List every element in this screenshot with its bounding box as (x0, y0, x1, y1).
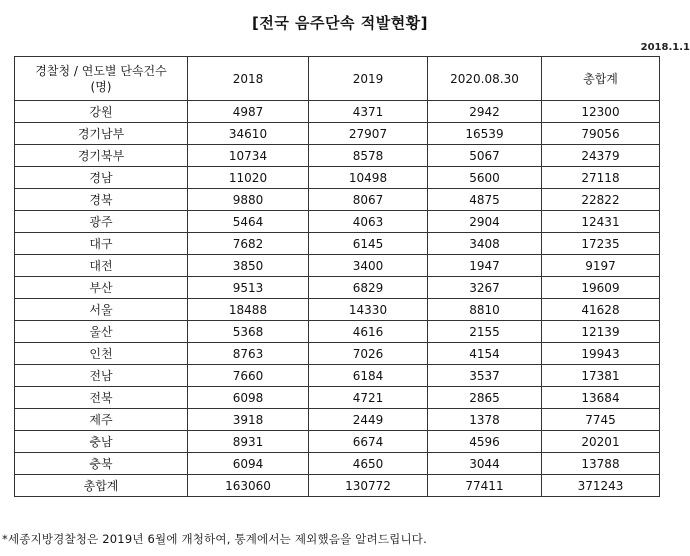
table-header-row (15, 57, 660, 101)
date-label: 2018.1.1 (640, 42, 690, 53)
value-cell: 13684 (542, 387, 660, 409)
region-cell: 경남 (15, 167, 188, 189)
value-cell: 12300 (542, 101, 660, 123)
value-cell: 19943 (542, 343, 660, 365)
table-row (15, 299, 660, 321)
value-cell: 8763 (188, 343, 309, 365)
value-cell: 17235 (542, 233, 660, 255)
value-cell: 371243 (542, 475, 660, 497)
value-cell: 3918 (188, 409, 309, 431)
value-cell: 7745 (542, 409, 660, 431)
value-cell: 1378 (428, 409, 542, 431)
value-cell: 4650 (309, 453, 428, 475)
table-row (15, 475, 660, 497)
region-cell: 강원 (15, 101, 188, 123)
value-cell: 6674 (309, 431, 428, 453)
header-2018: 2018 (188, 57, 309, 101)
value-cell: 2942 (428, 101, 542, 123)
table-row (15, 453, 660, 475)
value-cell: 3267 (428, 277, 542, 299)
region-cell: 제주 (15, 409, 188, 431)
table-row (15, 255, 660, 277)
enforcement-table (14, 56, 660, 497)
value-cell: 5067 (428, 145, 542, 167)
value-cell: 4154 (428, 343, 542, 365)
value-cell: 12431 (542, 211, 660, 233)
value-cell: 41628 (542, 299, 660, 321)
value-cell: 4875 (428, 189, 542, 211)
region-cell: 경기북부 (15, 145, 188, 167)
page-title: [전국 음주단속 적발현황] (251, 14, 429, 32)
value-cell: 7660 (188, 365, 309, 387)
value-cell: 17381 (542, 365, 660, 387)
value-cell: 77411 (428, 475, 542, 497)
table-row (15, 145, 660, 167)
table-row (15, 167, 660, 189)
header-region: 경찰청 / 연도별 단속건수 (명) (15, 57, 188, 101)
value-cell: 22822 (542, 189, 660, 211)
value-cell: 4616 (309, 321, 428, 343)
value-cell: 5368 (188, 321, 309, 343)
value-cell: 24379 (542, 145, 660, 167)
value-cell: 34610 (188, 123, 309, 145)
value-cell: 8067 (309, 189, 428, 211)
value-cell: 5464 (188, 211, 309, 233)
value-cell: 4596 (428, 431, 542, 453)
value-cell: 20201 (542, 431, 660, 453)
region-cell: 대전 (15, 255, 188, 277)
value-cell: 7026 (309, 343, 428, 365)
region-cell: 울산 (15, 321, 188, 343)
value-cell: 19609 (542, 277, 660, 299)
value-cell: 2155 (428, 321, 542, 343)
value-cell: 163060 (188, 475, 309, 497)
table-row (15, 189, 660, 211)
value-cell: 9513 (188, 277, 309, 299)
table-row (15, 277, 660, 299)
table-row (15, 321, 660, 343)
table-row (15, 233, 660, 255)
value-cell: 6098 (188, 387, 309, 409)
table-row (15, 211, 660, 233)
region-cell: 대구 (15, 233, 188, 255)
region-cell: 충북 (15, 453, 188, 475)
value-cell: 6094 (188, 453, 309, 475)
value-cell: 1947 (428, 255, 542, 277)
region-cell: 인천 (15, 343, 188, 365)
value-cell: 14330 (309, 299, 428, 321)
value-cell: 8578 (309, 145, 428, 167)
region-cell: 경북 (15, 189, 188, 211)
table-row (15, 123, 660, 145)
table-row (15, 365, 660, 387)
region-cell: 총합계 (15, 475, 188, 497)
value-cell: 4721 (309, 387, 428, 409)
value-cell: 11020 (188, 167, 309, 189)
value-cell: 7682 (188, 233, 309, 255)
value-cell: 5600 (428, 167, 542, 189)
value-cell: 2449 (309, 409, 428, 431)
value-cell: 4371 (309, 101, 428, 123)
region-cell: 부산 (15, 277, 188, 299)
value-cell: 6145 (309, 233, 428, 255)
value-cell: 3408 (428, 233, 542, 255)
region-cell: 광주 (15, 211, 188, 233)
region-cell: 충남 (15, 431, 188, 453)
value-cell: 27907 (309, 123, 428, 145)
value-cell: 10734 (188, 145, 309, 167)
value-cell: 10498 (309, 167, 428, 189)
header-2019: 2019 (309, 57, 428, 101)
value-cell: 4063 (309, 211, 428, 233)
header-2020: 2020.08.30 (428, 57, 542, 101)
value-cell: 6829 (309, 277, 428, 299)
value-cell: 9197 (542, 255, 660, 277)
value-cell: 130772 (309, 475, 428, 497)
table-row (15, 431, 660, 453)
value-cell: 3537 (428, 365, 542, 387)
value-cell: 12139 (542, 321, 660, 343)
table-row (15, 101, 660, 123)
value-cell: 8931 (188, 431, 309, 453)
value-cell: 79056 (542, 123, 660, 145)
value-cell: 13788 (542, 453, 660, 475)
value-cell: 18488 (188, 299, 309, 321)
region-cell: 전북 (15, 387, 188, 409)
value-cell: 3044 (428, 453, 542, 475)
table-row (15, 387, 660, 409)
value-cell: 4987 (188, 101, 309, 123)
footnote: *세종지방경찰청은 2019년 6월에 개청하여, 통계에서는 제외했음을 알려드립니다. (2, 532, 427, 546)
header-total: 총합계 (542, 57, 660, 101)
value-cell: 3850 (188, 255, 309, 277)
table-body (15, 101, 660, 497)
value-cell: 2865 (428, 387, 542, 409)
value-cell: 9880 (188, 189, 309, 211)
table-row (15, 409, 660, 431)
value-cell: 3400 (309, 255, 428, 277)
region-cell: 경기남부 (15, 123, 188, 145)
value-cell: 27118 (542, 167, 660, 189)
region-cell: 서울 (15, 299, 188, 321)
table-row (15, 343, 660, 365)
value-cell: 16539 (428, 123, 542, 145)
value-cell: 8810 (428, 299, 542, 321)
region-cell: 전남 (15, 365, 188, 387)
value-cell: 6184 (309, 365, 428, 387)
value-cell: 2904 (428, 211, 542, 233)
